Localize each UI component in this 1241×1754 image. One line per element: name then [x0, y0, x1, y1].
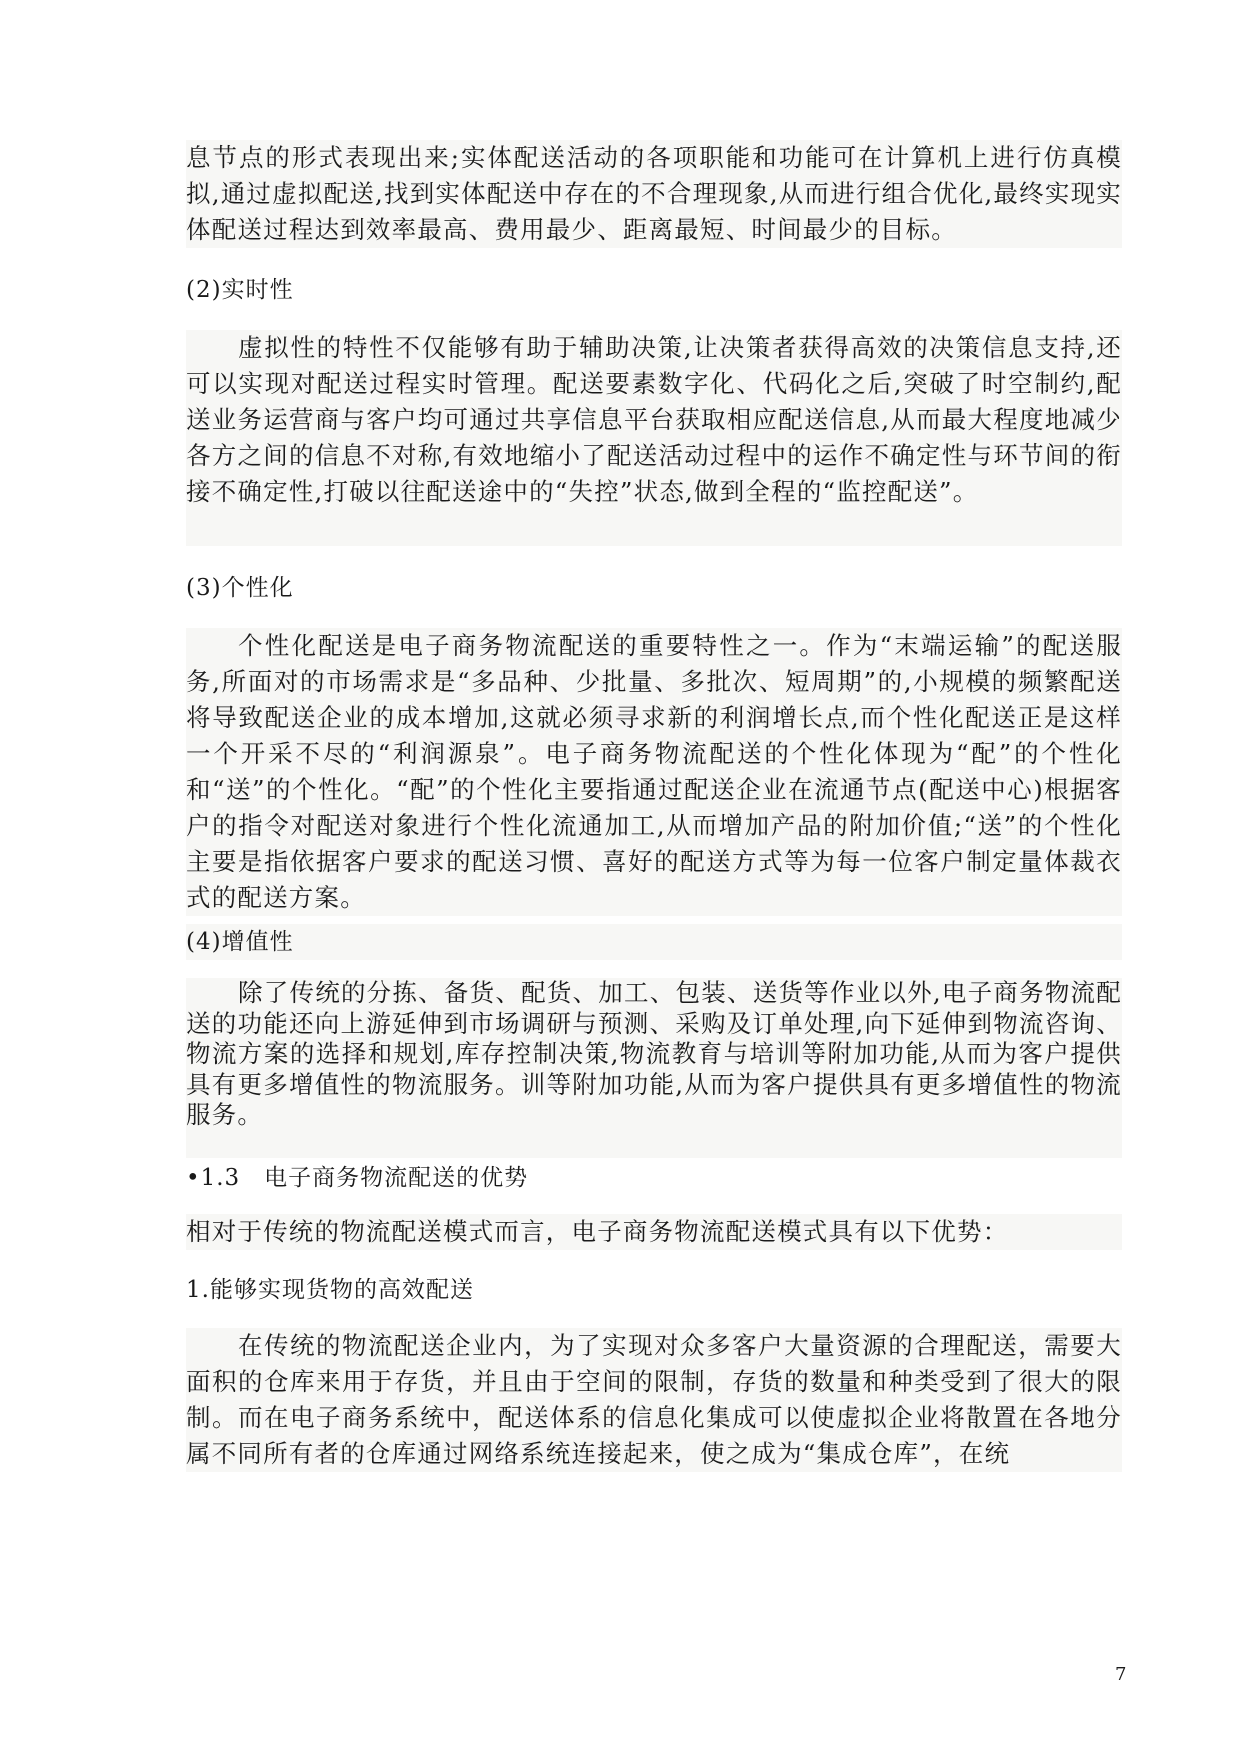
- paragraph-virtuality-continued: 息节点的形式表现出来;实体配送活动的各项职能和功能可在计算机上进行仿真模拟,通过虚拟配送,找到实体配送中存在的不合理现象,从而进行组合优化,最终实现实体配送过程达到效率最高、费用最少、距离最短、时间最少的目标。: [186, 140, 1122, 248]
- heading-personalization: (3)个性化: [186, 575, 294, 601]
- paragraph-advantages-intro: 相对于传统的物流配送模式而言，电子商务物流配送模式具有以下优势：: [186, 1214, 1122, 1250]
- paragraph-efficient-delivery: 在传统的物流配送企业内，为了实现对众多客户大量资源的合理配送，需要大面积的仓库来用于存货，并且由于空间的限制，存货的数量和种类受到了很大的限制。而在电子商务系统中，配送体系的信息化集成可以使虚拟企业将散置在各地分属不同所有者的仓库通过网络系统连接起来，使之成为“集成仓库”，在统: [186, 1328, 1122, 1472]
- paragraph-realtime: 虚拟性的特性不仅能够有助于辅助决策,让决策者获得高效的决策信息支持,还可以实现对配送过程实时管理。配送要素数字化、代码化之后,突破了时空制约,配送业务运营商与客户均可通过共享信息平台获取相应配送信息,从而最大程度地减少各方之间的信息不对称,有效地缩小了配送活动过程中的运作不确定性与环节间的衔接不确定性,打破以往配送途中的“失控”状态,做到全程的“监控配送”。: [186, 330, 1122, 546]
- heading-value-added: (4)增值性: [186, 924, 1122, 960]
- heading-realtime: (2)实时性: [186, 277, 294, 303]
- paragraph-personalization: 个性化配送是电子商务物流配送的重要特性之一。作为“末端运输”的配送服务,所面对的市场需求是“多品种、少批量、多批次、短周期”的,小规模的频繁配送将导致配送企业的成本增加,这就必须寻求新的利润增长点,而个性化配送正是这样一个开采不尽的“利润源泉”。电子商务物流配送的个性化体现为“配”的个性化和“送”的个性化。“配”的个性化主要指通过配送企业在流通节点(配送中心)根据客户的指令对配送对象进行个性化流通加工,从而增加产品的附加价值;“送”的个性化主要是指依据客户要求的配送习惯、喜好的配送方式等为每一位客户制定量体裁衣式的配送方案。: [186, 628, 1122, 916]
- subheading-efficient-delivery: 1.能够实现货物的高效配送: [186, 1277, 474, 1303]
- document-body: [186, 140, 1122, 1472]
- paragraph-value-added: 除了传统的分拣、备货、配货、加工、包装、送货等作业以外,电子商务物流配送的功能还向上游延伸到市场调研与预测、采购及订单处理,向下延伸到物流咨询、物流方案的选择和规划,库存控制决策,物流教育与培训等附加功能,从而为客户提供具有更多增值性的物流服务。训等附加功能,从而为客户提供具有更多增值性的物流服务。: [186, 978, 1122, 1158]
- section-heading-advantages: •1.3 电子商务物流配送的优势: [186, 1165, 529, 1191]
- page-number: 7: [1115, 1664, 1127, 1685]
